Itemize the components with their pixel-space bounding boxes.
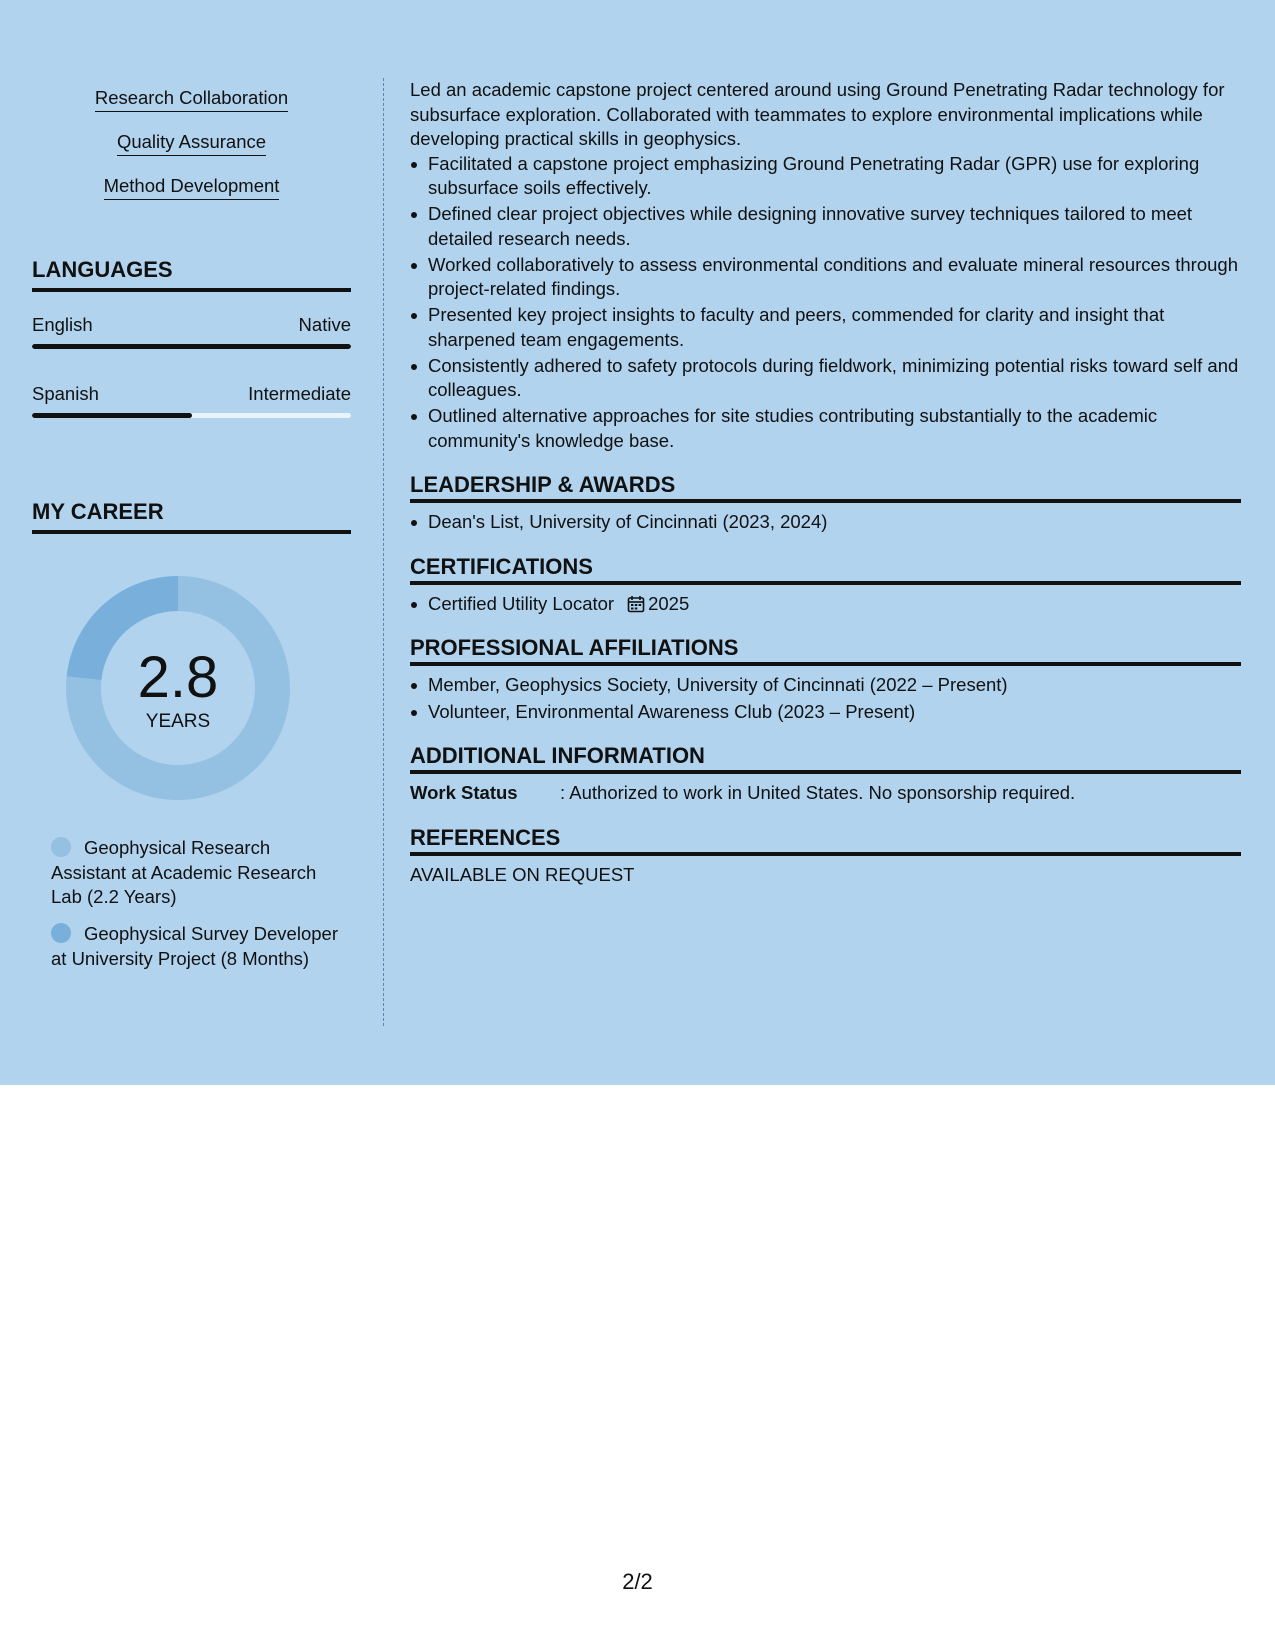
list-item: Outlined alternative approaches for site studies contributing substantially to the academic community's knowledge base. (428, 404, 1241, 453)
right-column (410, 78, 1241, 887)
language-name: Spanish (32, 383, 99, 404)
language-bar-fill (32, 344, 351, 349)
list-item: Dean's List, University of Cincinnati (2023, 2024) (428, 510, 1241, 535)
languages-heading: LANGUAGES (32, 256, 351, 292)
language-name: English (32, 314, 93, 335)
work-status-value: : Authorized to work in United States. No sponsorship required. (560, 782, 1076, 804)
experience-summary: Led an academic capstone project centered around using Ground Penetrating Radar technology for subsurface exploration. Collaborated with teammates to explore environmental implications while developing practical skills in geophysics. (410, 79, 1225, 149)
affiliations-list (410, 673, 1241, 724)
language-level: Intermediate (248, 383, 351, 404)
language-bar-english (32, 344, 351, 349)
certification-year: 2025 (648, 592, 690, 614)
affiliations-heading: PROFESSIONAL AFFILIATIONS (410, 634, 1241, 666)
career-legend-item (51, 836, 341, 910)
calendar-icon (627, 595, 645, 613)
work-status-row (410, 781, 1241, 806)
career-legend-label: Geophysical Survey Developer at University Project (8 Months) (51, 923, 338, 969)
list-item: Volunteer, Environmental Awareness Club (2023 – Present) (428, 700, 1241, 725)
skill-research-collaboration[interactable]: Research Collaboration (95, 86, 288, 112)
language-row-english (32, 314, 351, 336)
leadership-heading: LEADERSHIP & AWARDS (410, 471, 1241, 503)
certifications-heading: CERTIFICATIONS (410, 553, 1241, 585)
list-item: Consistently adhered to safety protocols during fieldwork, minimizing potential risks toward self and colleagues. (428, 354, 1241, 403)
legend-dot-icon (51, 837, 71, 857)
language-level: Native (298, 314, 351, 335)
list-item: Presented key project insights to faculty and peers, commended for clarity and insight that sharpened team engagements. (428, 303, 1241, 352)
certifications-list (410, 592, 1241, 617)
list-item: Worked collaboratively to assess environmental conditions and evaluate mineral resources through project-related findings. (428, 253, 1241, 302)
certification-name: Certified Utility Locator (428, 592, 615, 614)
page-number: 2/2 (622, 1569, 653, 1594)
leadership-list (410, 510, 1241, 535)
language-bar-fill (32, 413, 192, 418)
experience-bullets (410, 152, 1241, 454)
work-status-label: Work Status (410, 782, 518, 804)
career-legend-item (51, 922, 341, 971)
career-heading: MY CAREER (32, 498, 351, 534)
skills-list (32, 86, 351, 218)
references-heading: REFERENCES (410, 824, 1241, 856)
career-legend-label: Geophysical Research Assistant at Academic Research Lab (2.2 Years) (51, 837, 317, 907)
references-text: AVAILABLE ON REQUEST (410, 863, 635, 885)
skill-quality-assurance[interactable]: Quality Assurance (117, 130, 266, 156)
list-item: Defined clear project objectives while designing innovative survey techniques tailored to meet detailed research needs. (428, 202, 1241, 251)
list-item: Member, Geophysics Society, University of Cincinnati (2022 – Present) (428, 673, 1241, 698)
skill-method-development[interactable]: Method Development (104, 174, 280, 200)
legend-dot-icon (51, 923, 71, 943)
additional-info-heading: ADDITIONAL INFORMATION (410, 742, 1241, 774)
list-item: Facilitated a capstone project emphasizing Ground Penetrating Radar (GPR) use for exploring subsurface soils effectively. (428, 152, 1241, 201)
column-divider (383, 78, 384, 1026)
language-row-spanish (32, 383, 351, 405)
language-bar-spanish (32, 413, 351, 418)
career-total-unit: YEARS (145, 711, 211, 732)
career-total-years: 2.8 (137, 645, 219, 710)
list-item (428, 592, 1241, 617)
